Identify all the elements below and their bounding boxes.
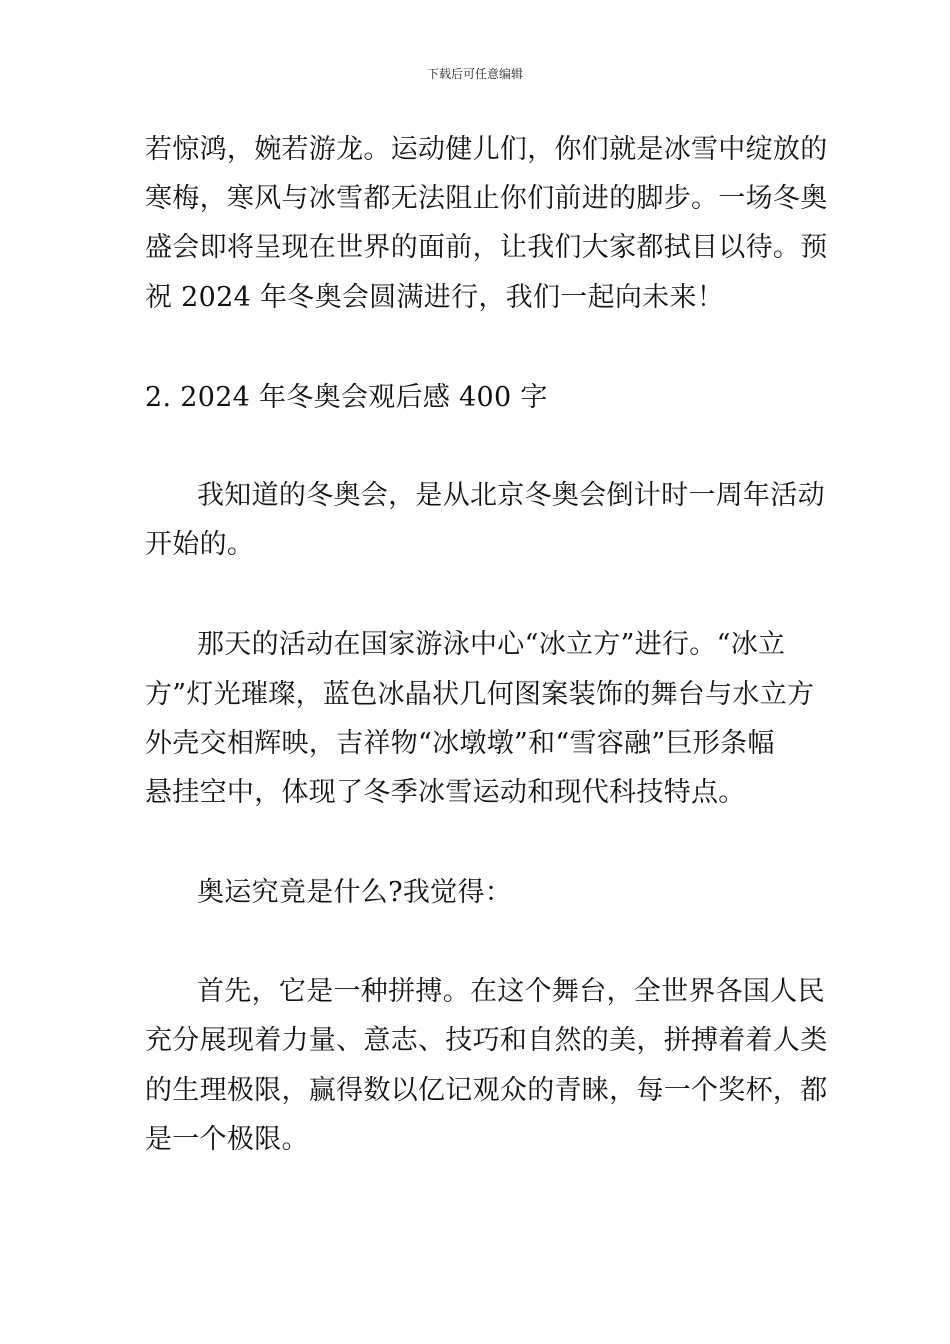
paragraph-5-line-4: 是一个极限。: [145, 1124, 309, 1155]
page-header-note: 下载后可任意编辑: [426, 67, 523, 81]
paragraph-4-line-1: 奥运究竟是什么?我觉得：: [197, 877, 513, 908]
paragraph-5-line-2: 充分展现着力量、意志、技巧和自然的美，拼搏着着人类: [145, 1025, 828, 1056]
paragraph-3-line-1: 那天的活动在国家游泳中心“冰立方”进行。“冰立: [197, 629, 786, 660]
paragraph-1-line-1: 若惊鸿，婉若游龙。运动健儿们，你们就是冰雪中绽放的: [145, 134, 828, 165]
paragraph-5-line-1: 首先，它是一种拼搏。在这个舞台，全世界各国人民: [197, 976, 825, 1007]
paragraph-3-line-3: 外壳交相辉映，吉祥物“冰墩墩”和“雪容融”巨形条幅: [145, 728, 775, 759]
paragraph-2-line-2: 开始的。: [145, 529, 255, 560]
paragraph-1-line-4: 祝 2024 年冬奥会圆满进行，我们一起向未来！: [145, 282, 725, 313]
section-heading: 2. 2024 年冬奥会观后感 400 字: [145, 382, 548, 413]
paragraph-5-line-3: 的生理极限，赢得数以亿记观众的青睐，每一个奖杯，都: [145, 1075, 828, 1106]
paragraph-3-line-2: 方”灯光璀璨，蓝色冰晶状几何图案装饰的舞台与水立方: [145, 679, 815, 710]
paragraph-1-line-3: 盛会即将呈现在世界的面前，让我们大家都拭目以待。预: [145, 232, 828, 263]
paragraph-2-line-1: 我知道的冬奥会，是从北京冬奥会倒计时一周年活动: [197, 480, 825, 511]
paragraph-1-line-2: 寒梅，寒风与冰雪都无法阻止你们前进的脚步。一场冬奥: [145, 183, 828, 214]
paragraph-3-line-4: 悬挂空中，体现了冬季冰雪运动和现代科技特点。: [145, 777, 746, 808]
